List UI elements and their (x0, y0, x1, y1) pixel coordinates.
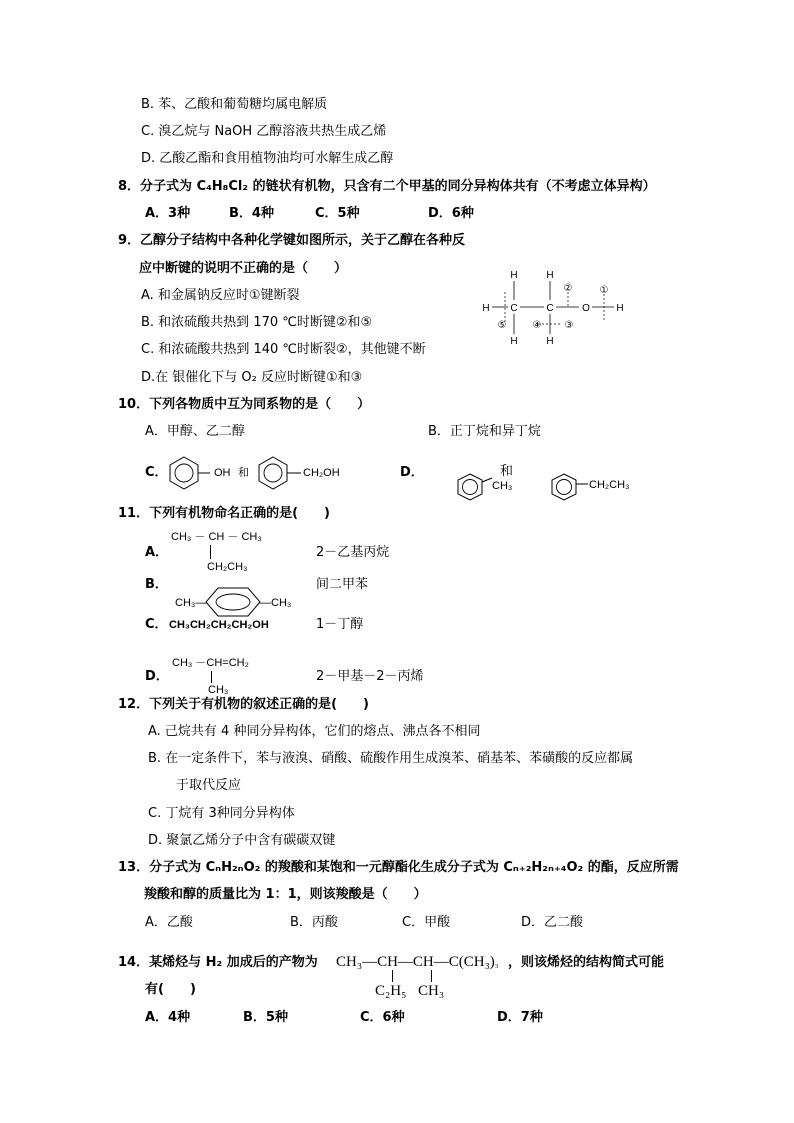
q8-option-c: C．5种 (315, 206, 360, 221)
q7-option-b: B. 苯、乙酸和葡萄糖均属电解质 (141, 97, 328, 112)
ethanol-bond-diagram (478, 262, 638, 352)
bond-label-3: ③ (564, 320, 574, 331)
q13-option-c: C．甲酸 (402, 915, 451, 930)
meta-xylene-structure (204, 586, 262, 618)
q14-option-c: C．6种 (360, 1010, 405, 1025)
q11-b-name: 间二甲苯 (316, 577, 369, 592)
q13-option-b: B．丙酸 (290, 915, 338, 930)
q10-option-a: A．甲醇、乙二醇 (145, 424, 245, 439)
bond-label-2: ② (563, 283, 573, 294)
q8-option-a: A．3种 (145, 206, 191, 221)
atom-o: O (582, 303, 590, 314)
atom-h: H (546, 270, 554, 281)
q14-product-formula: CH₃—CH—CH—C(CH₃)₃ (336, 954, 499, 970)
phenol-structure (168, 455, 212, 491)
q14-branch-bond-1 (392, 970, 393, 982)
q11-b-right-methyl: —CH₃ (260, 597, 292, 609)
q9-option-a: A. 和金属钠反应时①键断裂 (141, 288, 300, 303)
q14-branch-ethyl: C₂H₅ (375, 983, 407, 999)
q7-option-c: C. 溴乙烷与 NaOH 乙醇溶液共热生成乙烯 (141, 124, 387, 139)
q12-option-b-line1: B. 在一定条件下，苯与液溴、硝酸、硫酸作用生成溴苯、硝基苯、苯磺酸的反应都属 (148, 751, 634, 766)
q14-stem-pre: 14．某烯烃与 H₂ 加成后的产物为 (118, 955, 318, 970)
toluene-ch3-label: CH₃ (492, 480, 513, 492)
atom-c: C (510, 303, 518, 314)
atom-h: H (546, 336, 554, 347)
q13-stem-line2: 羧酸和醇的质量比为 1：1，则该羧酸是（ ） (144, 887, 427, 902)
phenol-oh-label: OH (214, 467, 231, 479)
atom-h: H (510, 336, 518, 347)
ethylbenzene-structure (550, 472, 594, 502)
bond-label-1: ① (599, 285, 609, 296)
q11-a-formula-top: CH₃ － CH － CH₃ (171, 531, 262, 543)
q10-stem: 10．下列各物质中互为同系物的是（ ） (118, 397, 371, 412)
q12-option-a: A. 己烷共有 4 种同分异构体，它们的熔点、沸点各不相同 (148, 724, 481, 739)
q12-stem: 12．下列关于有机物的叙述正确的是( ) (118, 697, 369, 712)
q11-d-name: 2－甲基－2－丙烯 (316, 669, 424, 684)
q11-c-name: 1－丁醇 (316, 617, 364, 632)
q10-option-b: B．正丁烷和异丁烷 (428, 424, 541, 439)
q14-option-b: B．5种 (243, 1010, 288, 1025)
q11-c-formula: CH₃CH₂CH₂CH₂OH (169, 619, 269, 631)
q12-option-c: C. 丁烷有 3种同分异构体 (148, 806, 295, 821)
q9-option-b: B. 和浓硫酸共热到 170 ℃时断键②和⑤ (141, 315, 373, 330)
q11-option-a-label: A． (145, 545, 169, 560)
q11-d-formula-top: CH₃ －CH=CH₂ (172, 657, 249, 669)
q13-option-a: A．乙酸 (145, 915, 193, 930)
q10-option-c-label: C． (145, 465, 168, 480)
q13-option-d: D．乙二酸 (521, 915, 584, 930)
q11-d-formula-bottom: CH₃ (208, 684, 229, 696)
atom-h: H (616, 303, 624, 314)
q13-stem-line1: 13．分子式为 CₙH₂ₙO₂ 的羧酸和某饱和一元醇酯化生成分子式为 Cₙ₊₂H₂ₙ₊₄O₂ 的酯，反应所需 (118, 860, 679, 875)
q8-option-d: D．6种 (428, 206, 474, 221)
q8-stem: 8．分子式为 C₄H₈Cl₂ 的链状有机物，只含有二个甲基的同分异构体共有（不考虑立体异构） (118, 179, 656, 194)
q12-option-d: D. 聚氯乙烯分子中含有碳碳双键 (148, 833, 336, 848)
q14-option-a: A．4种 (145, 1010, 191, 1025)
atom-h: H (482, 303, 490, 314)
q11-a-bond (210, 545, 211, 559)
q9-stem-line2: 应中断键的说明不正确的是（ ） (139, 261, 348, 276)
q8-option-b: B．4种 (229, 206, 274, 221)
q9-option-d: D.在 银催化下与 O₂ 反应时断键①和③ (141, 370, 363, 385)
q11-option-b-label: B． (145, 577, 168, 592)
q9-option-c: C. 和浓硫酸共热到 140 ℃时断裂②，其他键不断 (141, 342, 426, 357)
atom-h: H (510, 270, 518, 281)
q11-stem: 11．下列有机物命名正确的是( ) (118, 506, 330, 521)
q14-branch-bond-2 (431, 970, 432, 982)
benzyl-ch2oh-label: CH₂OH (303, 467, 340, 479)
ethylbenzene-ch2ch3-label: CH₂CH₃ (589, 479, 630, 491)
benzyl-alcohol-structure (257, 455, 303, 491)
q10-option-c-and: 和 (238, 467, 249, 479)
q10-option-d-and: 和 (500, 464, 514, 479)
q12-option-b-line2: 于取代反应 (176, 778, 242, 793)
q14-option-d: D．7种 (497, 1010, 543, 1025)
q11-b-left-methyl: CH₃— (175, 597, 207, 609)
q11-option-d-label: D． (145, 669, 169, 684)
q14-branch-methyl: CH₃ (418, 983, 445, 999)
bond-label-5: ⑤ (497, 320, 507, 331)
q11-option-c-label: C． (145, 617, 168, 632)
bond-label-4: ④ (532, 320, 542, 331)
q10-option-d-label: D． (400, 465, 424, 480)
q14-stem-line2: 有( ) (145, 982, 196, 997)
q11-a-formula-bottom: CH₂CH₃ (207, 561, 248, 573)
q11-a-name: 2－乙基丙烷 (316, 545, 390, 560)
q14-stem-post: ，则该烯烃的结构简式可能 (508, 955, 665, 970)
q7-option-d: D. 乙酸乙酯和食用植物油均可水解生成乙醇 (141, 151, 394, 166)
q9-stem-line1: 9．乙醇分子结构中各种化学键如图所示，关于乙醇在各种反 (118, 233, 466, 248)
atom-c: C (546, 303, 554, 314)
